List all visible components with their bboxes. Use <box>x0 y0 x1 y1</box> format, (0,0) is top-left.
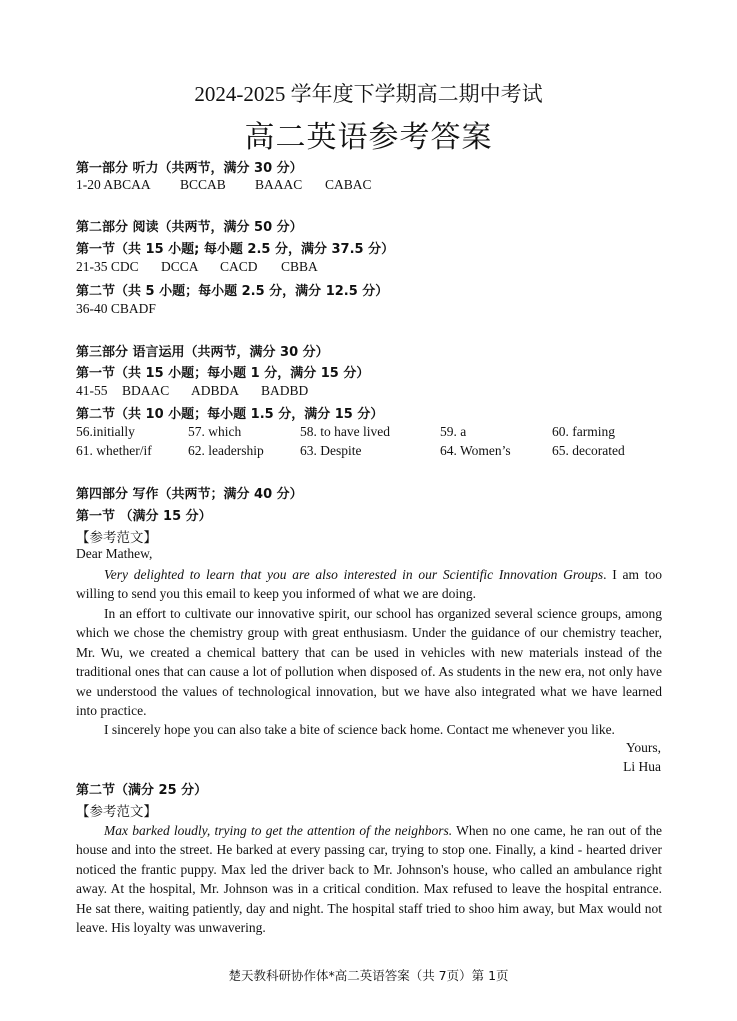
letter-p1-italic: Very delighted to learn that you are also interested in our Scientific Innovation Groups <box>104 567 604 582</box>
part3-answer: ADBDA <box>191 383 240 398</box>
grammar-answer: 58. to have lived <box>300 424 390 439</box>
part2-section1-heading: 第一节（共 15 小题; 每小题 2.5 分，满分 37.5 分） <box>76 242 395 257</box>
part3-heading: 第三部分 语言运用（共两节，满分 30 分） <box>76 345 329 360</box>
grammar-answer: 65. decorated <box>552 443 625 458</box>
part1-answer: CABAC <box>325 177 372 192</box>
part1-answer: BAAAC <box>255 177 303 192</box>
grammar-answer: 63. Despite <box>300 443 362 458</box>
grammar-answer: 61. whether/if <box>76 443 152 458</box>
part2-section2-answers: 36-40 CBADF <box>76 301 156 316</box>
letter-paragraph-2: In an effort to cultivate our innovative spirit, our school has organized several science groups, among which we chose the chemistry group with great enthusiasm. Under the guidance of our chemistry teacher, Mr. Wu, we created a chemical battery that can be used in vehicles with new materials instead of the traditional ones that can cause a lot of pollution when disposed of. As students in the new era, not only have we understood the values of technological innovation, but we have also integrated what we have learned into practice. <box>76 606 662 719</box>
letter-p1-rest: . I am too willing to send you this email to keep you informed of what we are doing. <box>76 567 662 602</box>
grammar-answer: 57. which <box>188 424 242 439</box>
part3-answer: BDAAC <box>122 383 170 398</box>
part3-section1-heading: 第一节（共 15 小题；每小题 1 分，满分 15 分） <box>76 366 370 381</box>
story-rest: When no one came, he ran out of the house and into the street. He barked at every passing car, trying to stop one. Finally, a kind - hearted driver noticed the frantic puppy. Max led the driver back to Mr. Johnson's house, who called an ambulance right away. At the hospital, Mr. Johnson was in a critical condition. Max refused to leave the hospital entrance. He sat there, waiting patiently, day and night. The hospital staff tried to shoo him away, but Max would not leave. His loyalty was unwavering. <box>76 823 662 936</box>
part2-heading: 第二部分 阅读（共两节，满分 50 分） <box>76 220 303 235</box>
part3-answer: 41-55 <box>76 383 108 398</box>
grammar-answer: 59. a <box>440 424 467 439</box>
letter-closing: Yours, <box>625 740 661 755</box>
letter-signature: Li Hua <box>623 759 661 774</box>
grammar-answer: 64. Women’s <box>440 443 511 458</box>
story-italic: Max barked loudly, trying to get the attention of the neighbors. <box>104 823 453 838</box>
part2-answer: CBBA <box>281 259 318 274</box>
part3-answer: BADBD <box>261 383 309 398</box>
page-footer: 楚天教科研协作体*高二英语答案（共 7页）第 1页 <box>228 968 509 983</box>
letter-paragraph-3: I sincerely hope you can also take a bite of science back home. Contact me whenever you like. <box>104 722 615 737</box>
part2-answer: 21-35 CDC <box>76 259 139 274</box>
part1-answer: 1-20 ABCAA <box>76 177 151 192</box>
part4-heading: 第四部分 写作（共两节；满分 40 分） <box>76 487 303 502</box>
grammar-answer: 56.initially <box>76 424 135 439</box>
part4-section1-heading: 第一节 （满分 15 分） <box>76 509 212 524</box>
part2-answer: CACD <box>220 259 258 274</box>
reference-label: 【参考范文】 <box>76 530 157 545</box>
part3-section2-heading: 第二节（共 10 小题；每小题 1.5 分，满分 15 分） <box>76 407 384 422</box>
part1-heading: 第一部分 听力（共两节，满分 30 分） <box>76 161 303 176</box>
grammar-answer: 60. farming <box>552 424 615 439</box>
letter-paragraph-1 <box>76 565 662 604</box>
letter-salutation: Dear Mathew, <box>76 546 153 561</box>
part4-section2-heading: 第二节（满分 25 分） <box>76 783 208 798</box>
exam-title: 2024-2025 学年度下学期高二期中考试 <box>194 82 543 106</box>
story-paragraph <box>76 821 662 937</box>
grammar-answer: 62. leadership <box>188 443 264 458</box>
reference-label-2: 【参考范文】 <box>76 804 157 819</box>
part2-section2-heading: 第二节（共 5 小题；每小题 2.5 分，满分 12.5 分） <box>76 284 389 299</box>
doc-title: 高二英语参考答案 <box>244 121 493 154</box>
part2-answer: DCCA <box>161 259 199 274</box>
part1-answer: BCCAB <box>180 177 226 192</box>
